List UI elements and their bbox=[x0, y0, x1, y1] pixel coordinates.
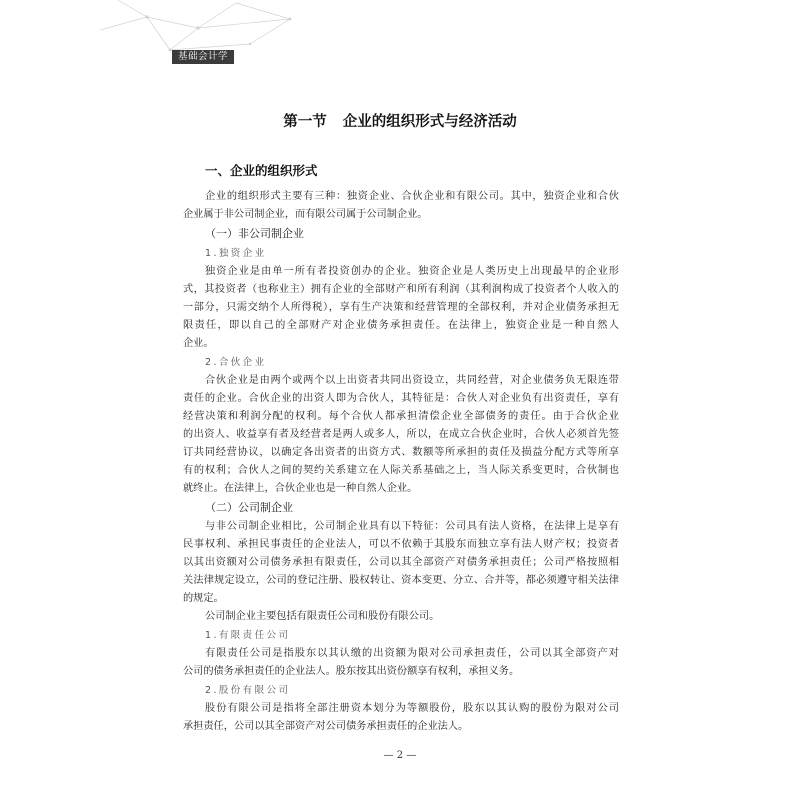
item-heading-joint-stock: 2.股份有限公司 bbox=[205, 685, 291, 696]
body-text-line: 式，其投资者（也称业主）拥有企业的全部财产和所有利润（其利润构成了投资者个人收入的 bbox=[183, 284, 619, 295]
page-body bbox=[183, 188, 619, 736]
body-text-line: 合伙企业是由两个或两个以上出资者共同出资设立，共同经营，对企业债务负无限连带 bbox=[205, 375, 619, 386]
body-text-line: 股份有限公司是指将全部注册资本划分为等额股份，股东以其认购的股份为限对公司 bbox=[205, 703, 619, 714]
body-text-line: 独资企业是由单一所有者投资创办的企业。独资企业是人类历史上出现最早的企业形 bbox=[205, 266, 619, 277]
body-text-line: 就终止。在法律上，合伙企业也是一种自然人企业。 bbox=[183, 483, 418, 494]
body-text-line: 有限责任公司是指股东以其认缴的出资额为限对公司承担责任，公司以其全部资产对 bbox=[205, 648, 619, 659]
body-text-line: 与非公司制企业相比，公司制企业具有以下特征：公司具有法人资格，在法律上是享有 bbox=[205, 521, 619, 532]
body-text-line: 关法律规定设立，公司的登记注册、股权转让、资本变更、分立、合并等，都必须遵守相关法律 bbox=[183, 575, 619, 586]
subsection-heading-non-corporate: （一）非公司制企业 bbox=[205, 227, 304, 240]
body-text-line: 以其出资额对公司债务承担有限责任，公司以其全部资产对债务承担责任；公司严格按照相 bbox=[183, 557, 619, 568]
body-text-line: 民事权利、承担民事责任的企业法人，可以不依赖于其股东而独立享有法人财产权；投资者 bbox=[183, 539, 619, 550]
body-text-line: 有的权利；合伙人之间的契约关系建立在人际关系基础之上，当人际关系变更时，合伙制也 bbox=[183, 465, 619, 476]
section-number: 第一节 bbox=[283, 113, 327, 130]
body-text-line: 企业属于非公司制企业，而有限公司属于公司制企业。 bbox=[183, 209, 428, 220]
body-text-line: 限责任，即以自己的全部财产对企业债务承担责任。在法律上，独资企业是一种自然人 bbox=[183, 320, 619, 331]
section-title bbox=[0, 110, 800, 130]
body-text-line: 一部分，只需交纳个人所得税），享有生产决策和经营管理的全部权利，并对企业债务承担无 bbox=[183, 302, 619, 313]
body-text-line: 公司的债务承担责任的企业法人。股东按其出资份额享有权利，承担义务。 bbox=[183, 666, 520, 677]
body-text-line: 的出资人、收益享有者及经营者是两人或多人，所以，在成立合伙企业时，合伙人必须首先签 bbox=[183, 429, 619, 440]
body-text-line: 责任的企业。合伙企业的出资人即为合伙人，其特征是：合伙人对企业负有出资责任，享有 bbox=[183, 393, 619, 404]
item-heading-limited-liability: 1.有限责任公司 bbox=[205, 630, 291, 641]
body-text-line: 企业。 bbox=[183, 338, 214, 349]
book-title-label: 基础会计学 bbox=[172, 50, 234, 64]
subsection-heading-corporate: （二）公司制企业 bbox=[205, 501, 293, 514]
body-text-line: 公司制企业主要包括有限责任公司和股份有限公司。 bbox=[205, 611, 440, 622]
body-text-line: 企业的组织形式主要有三种：独资企业、合伙企业和有限公司。其中，独资企业和合伙 bbox=[205, 191, 619, 202]
item-heading-partnership: 2.合伙企业 bbox=[205, 357, 267, 368]
body-text-line: 承担责任，公司以其全部资产对公司债务承担责任的企业法人。 bbox=[183, 721, 469, 732]
section-name: 企业的组织形式与经济活动 bbox=[342, 113, 517, 130]
body-text-line: 经营决策和利润分配的权利。每个合伙人都承担清偿企业全部债务的责任。由于合伙企业 bbox=[183, 411, 619, 422]
item-heading-sole-proprietorship: 1.独资企业 bbox=[205, 248, 267, 259]
body-text-line: 的规定。 bbox=[183, 593, 224, 604]
page-number: — 2 — bbox=[383, 750, 417, 761]
body-text-line: 订共同经营协议，以确定各出资者的出资方式、数额等所承担的责任及损益分配方式等所享 bbox=[183, 447, 619, 458]
part-heading: 一、企业的组织形式 bbox=[205, 163, 318, 178]
